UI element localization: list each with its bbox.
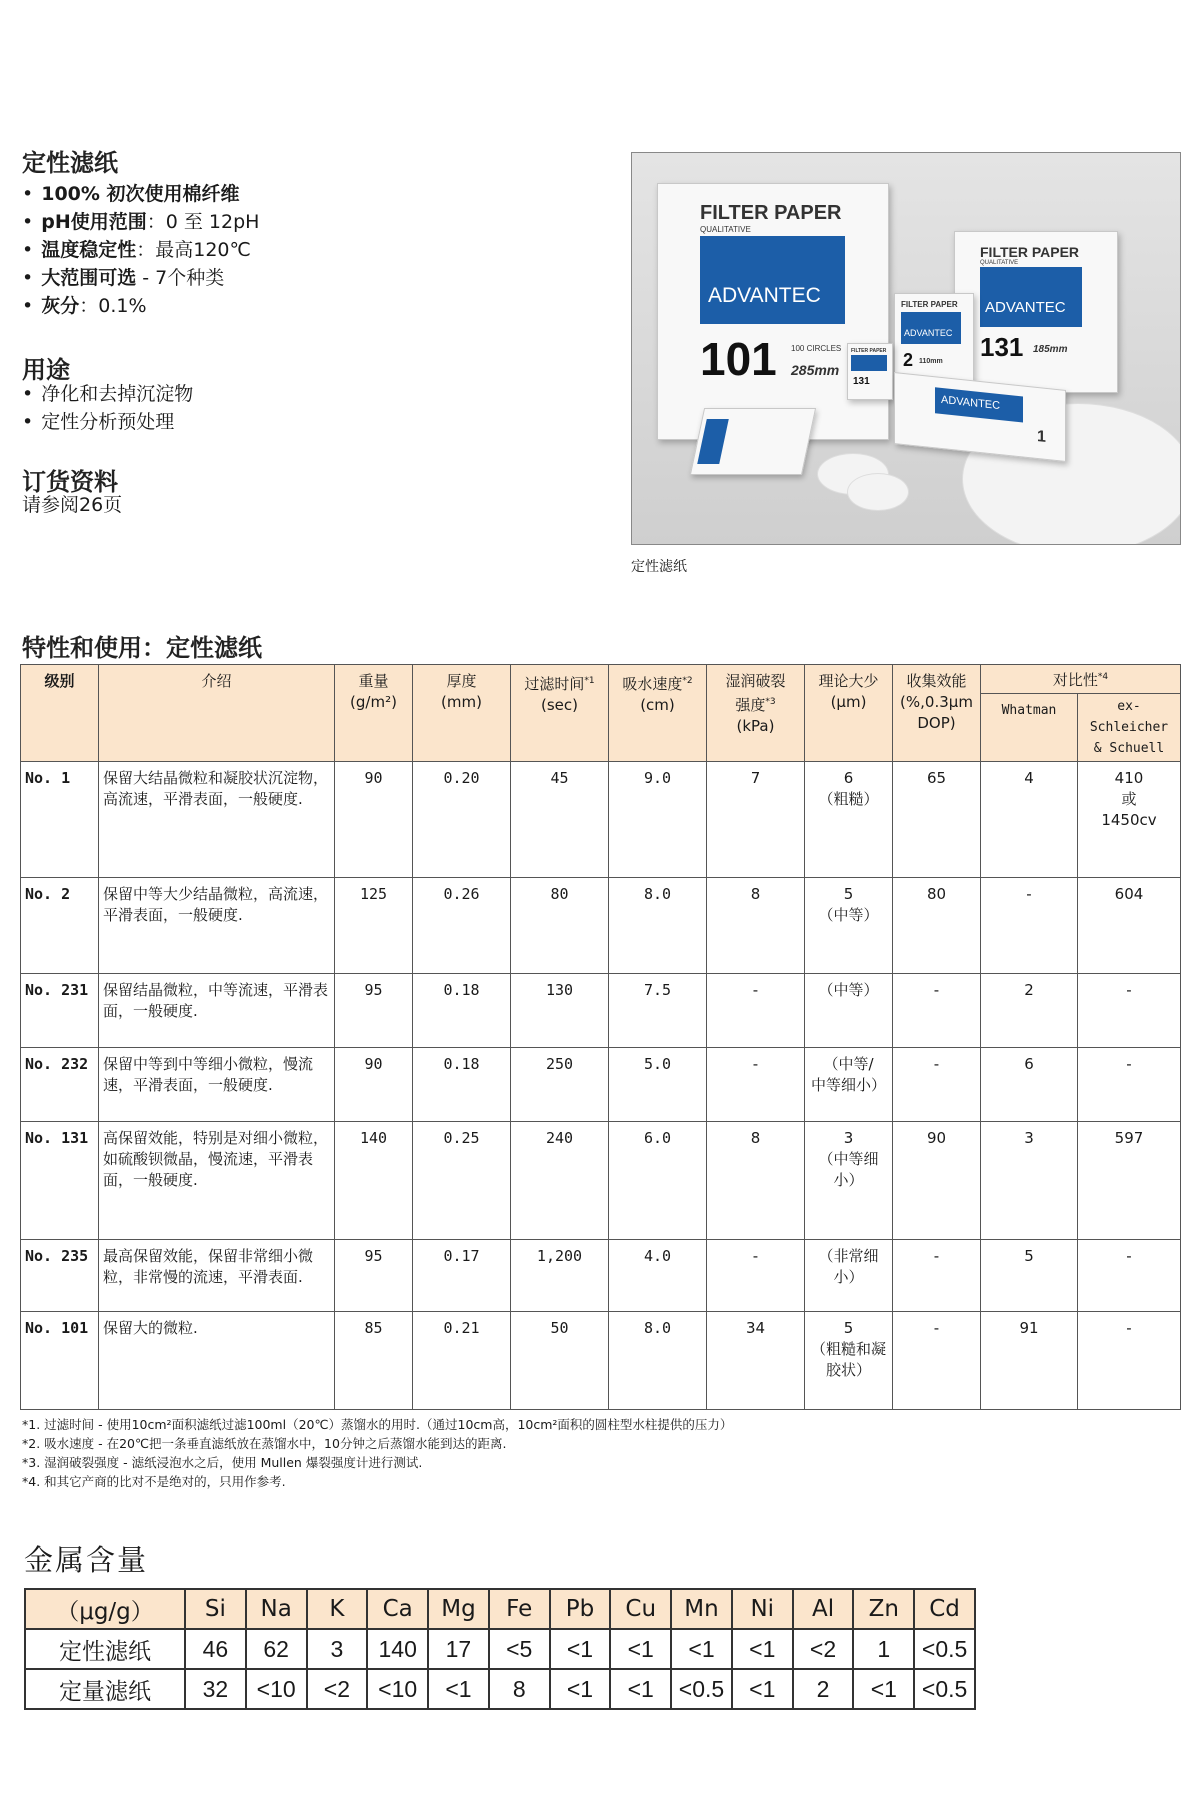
cell-efficiency: 65 [893,762,981,878]
cell-particle: （非常细小） [805,1240,893,1312]
metal-row-name: 定性滤纸 [25,1629,185,1669]
usage-title: 用途 [22,356,70,384]
metal-value: <2 [307,1669,368,1709]
cell-whatman: 5 [981,1240,1078,1312]
metal-value: <10 [367,1669,428,1709]
footnote: *4. 和其它产商的比对不是绝对的，只用作参考. [22,1474,286,1489]
cell-thickness: 0.21 [413,1312,511,1410]
metal-row [25,1629,975,1669]
cell-grade: No. 131 [21,1122,99,1240]
metal-unit-header: （μg/g） [25,1589,185,1629]
cell-burst: - [707,974,805,1048]
cell-whatman: - [981,878,1078,974]
cell-thickness: 0.26 [413,878,511,974]
cell-schleicher: - [1078,974,1181,1048]
cell-particle: （中等） [805,974,893,1048]
cell-schleicher: 410 或 1450cv [1078,762,1181,878]
table-row [21,1122,1181,1240]
cell-absorb: 6.0 [609,1122,707,1240]
box-131-small: FILTER PAPER 131 [847,343,893,400]
cell-burst: 8 [707,1122,805,1240]
filter-disc [847,473,909,511]
box-131: FILTER PAPER QUALITATIVE ADVANTEC 131 185mm [954,231,1118,393]
cell-time: 240 [511,1122,609,1240]
cell-desc: 保留中等到中等细小微粒，慢流速，平滑表面，一般硬度. [99,1048,335,1122]
cell-grade: No. 235 [21,1240,99,1312]
col-thickness: 厚度 (mm) [413,665,511,762]
col-wet-burst: 湿润破裂 强度$^{*3}$ (kPa) [707,665,805,762]
cell-burst: 8 [707,878,805,974]
cell-time: 1,200 [511,1240,609,1312]
table-row [21,1312,1181,1410]
cell-schleicher: - [1078,1048,1181,1122]
metal-element-header: K [307,1589,368,1629]
metal-value: 32 [185,1669,246,1709]
cell-grade: No. 231 [21,974,99,1048]
cell-particle: 3 （中等细小） [805,1122,893,1240]
cell-desc: 保留结晶微粒，中等流速，平滑表面，一般硬度. [99,974,335,1048]
feature-item: • 温度稳定性：最高120℃ [22,236,259,264]
cell-whatman: 4 [981,762,1078,878]
metal-value: <0.5 [671,1669,732,1709]
metal-table [24,1588,976,1710]
cell-absorb: 8.0 [609,1312,707,1410]
col-filter-time: 过滤时间$^{*1}$ (sec) [511,665,609,762]
cell-absorb: 8.0 [609,878,707,974]
cell-weight: 140 [335,1122,413,1240]
box-1: ADVANTEC 1 [894,372,1066,462]
cell-efficiency: 90 [893,1122,981,1240]
metal-value: 46 [185,1629,246,1669]
metal-value: <0.5 [914,1629,975,1669]
cell-grade: No. 2 [21,878,99,974]
cell-weight: 125 [335,878,413,974]
cell-time: 50 [511,1312,609,1410]
table-row [21,762,1181,878]
ordering-title: 订货资料 [22,468,118,496]
cell-grade: No. 1 [21,762,99,878]
metal-value: 62 [246,1629,307,1669]
cell-efficiency: - [893,1312,981,1410]
metal-value: 8 [489,1669,550,1709]
cell-whatman: 6 [981,1048,1078,1122]
col-compare: 对比性$^{*4}$ [981,665,1181,694]
cell-weight: 95 [335,1240,413,1312]
metal-element-header: Zn [853,1589,914,1629]
cell-burst: - [707,1240,805,1312]
cell-time: 45 [511,762,609,878]
footnote: *1. 过滤时间 - 使用10cm²面积滤纸过滤100ml（20℃）蒸馏水的用时.（通过10cm高，10cm²面积的圆柱型水柱提供的压力） [22,1417,733,1432]
metal-value: 2 [793,1669,854,1709]
usage-item: • 净化和去掉沉淀物 [22,380,193,408]
cell-desc: 高保留效能，特别是对细小微粒，如硫酸钡微晶，慢流速，平滑表面，一般硬度. [99,1122,335,1240]
metal-value: <1 [732,1669,793,1709]
metal-element-header: Mg [428,1589,489,1629]
metal-title: 金属含量 [24,1543,149,1577]
metal-element-header: Fe [489,1589,550,1629]
product-photo [631,152,1181,545]
col-grade: 级别 [21,665,99,762]
cell-grade: No. 101 [21,1312,99,1410]
metal-row-name: 定量滤纸 [25,1669,185,1709]
spec-title: 特性和使用：定性滤纸 [22,634,262,662]
feature-item: • 灰分：0.1% [22,292,259,320]
cell-absorb: 9.0 [609,762,707,878]
cell-weight: 85 [335,1312,413,1410]
cell-desc: 保留大结晶微粒和凝胶状沉淀物，高流速，平滑表面，一般硬度. [99,762,335,878]
cell-time: 250 [511,1048,609,1122]
cell-absorb: 7.5 [609,974,707,1048]
footnote: *2. 吸水速度 - 在20℃把一条垂直滤纸放在蒸馏水中，10分钟之后蒸馏水能到达的距离. [22,1436,507,1451]
cell-efficiency: 80 [893,878,981,974]
metal-value: <1 [428,1669,489,1709]
col-weight: 重量 (g/m²) [335,665,413,762]
metal-value: <0.5 [914,1669,975,1709]
cell-time: 130 [511,974,609,1048]
feature-list [22,180,259,320]
metal-row [25,1669,975,1709]
cell-absorb: 4.0 [609,1240,707,1312]
cell-particle: （中等/ 中等细小） [805,1048,893,1122]
cell-thickness: 0.18 [413,1048,511,1122]
metal-value: <2 [793,1629,854,1669]
table-row [21,878,1181,974]
cell-weight: 90 [335,762,413,878]
cell-desc: 最高保留效能，保留非常细小微粒，非常慢的流速，平滑表面. [99,1240,335,1312]
cell-thickness: 0.20 [413,762,511,878]
cell-particle: 6 （粗糙） [805,762,893,878]
metal-element-header: Ca [367,1589,428,1629]
ordering-text: 请参阅26页 [22,494,123,516]
metal-value: <1 [853,1669,914,1709]
cell-desc: 保留中等大少结晶微粒，高流速，平滑表面，一般硬度. [99,878,335,974]
cell-burst: - [707,1048,805,1122]
photo-caption: 定性滤纸 [631,559,687,575]
cell-burst: 7 [707,762,805,878]
table-row [21,974,1181,1048]
metal-element-header: Si [185,1589,246,1629]
cell-thickness: 0.25 [413,1122,511,1240]
cell-whatman: 3 [981,1122,1078,1240]
cell-schleicher: 597 [1078,1122,1181,1240]
metal-element-header: Na [246,1589,307,1629]
metal-value: <5 [489,1629,550,1669]
metal-element-header: Ni [732,1589,793,1629]
usage-item: • 定性分析预处理 [22,408,193,436]
cell-desc: 保留大的微粒. [99,1312,335,1410]
metal-element-header: Cu [610,1589,671,1629]
open-box [690,408,816,475]
cell-time: 80 [511,878,609,974]
metal-value: <1 [550,1629,611,1669]
col-schleicher: ex-Schleicher & Schuell [1078,694,1181,762]
cell-schleicher: - [1078,1312,1181,1410]
metal-value: <1 [610,1629,671,1669]
box-101: FILTER PAPER QUALITATIVE ADVANTEC 101 100 CIRCLES 285mm [657,183,889,440]
metal-value: <1 [550,1669,611,1709]
table-row [21,1048,1181,1122]
metal-value: 3 [307,1629,368,1669]
metal-value: <10 [246,1669,307,1709]
col-intro: 介绍 [99,665,335,762]
cell-efficiency: - [893,1048,981,1122]
col-efficiency: 收集效能 (%,0.3μm DOP) [893,665,981,762]
spec-table [20,664,1181,1410]
box-2: FILTER PAPER ADVANTEC 2 110mm [894,293,974,395]
footnotes [22,1415,732,1491]
metal-value: 140 [367,1629,428,1669]
feature-item: • 大范围可选 - 7个种类 [22,264,259,292]
cell-thickness: 0.17 [413,1240,511,1312]
col-particle: 理论大少 (μm) [805,665,893,762]
cell-whatman: 2 [981,974,1078,1048]
col-absorb: 吸水速度$^{*2}$ (cm) [609,665,707,762]
metal-value: 1 [853,1629,914,1669]
footnote: *3. 湿润破裂强度 - 滤纸浸泡水之后，使用 Mullen 爆裂强度计进行测试. [22,1455,423,1470]
usage-list [22,380,193,436]
feature-item: • 100% 初次使用棉纤维 [22,180,259,208]
table-row [21,1240,1181,1312]
cell-particle: 5 （粗糙和凝胶状） [805,1312,893,1410]
cell-absorb: 5.0 [609,1048,707,1122]
metal-value: 17 [428,1629,489,1669]
cell-grade: No. 232 [21,1048,99,1122]
cell-burst: 34 [707,1312,805,1410]
metal-element-header: Mn [671,1589,732,1629]
metal-value: <1 [671,1629,732,1669]
col-whatman: Whatman [981,694,1078,762]
cell-weight: 95 [335,974,413,1048]
cell-efficiency: - [893,1240,981,1312]
cell-schleicher: - [1078,1240,1181,1312]
metal-value: <1 [610,1669,671,1709]
feature-item: • pH使用范围：0 至 12pH [22,208,259,236]
cell-particle: 5 （中等） [805,878,893,974]
cell-weight: 90 [335,1048,413,1122]
intro-title: 定性滤纸 [22,149,118,177]
metal-element-header: Pb [550,1589,611,1629]
cell-thickness: 0.18 [413,974,511,1048]
cell-schleicher: 604 [1078,878,1181,974]
cell-efficiency: - [893,974,981,1048]
metal-element-header: Cd [914,1589,975,1629]
metal-element-header: Al [793,1589,854,1629]
cell-whatman: 91 [981,1312,1078,1410]
metal-value: <1 [732,1629,793,1669]
